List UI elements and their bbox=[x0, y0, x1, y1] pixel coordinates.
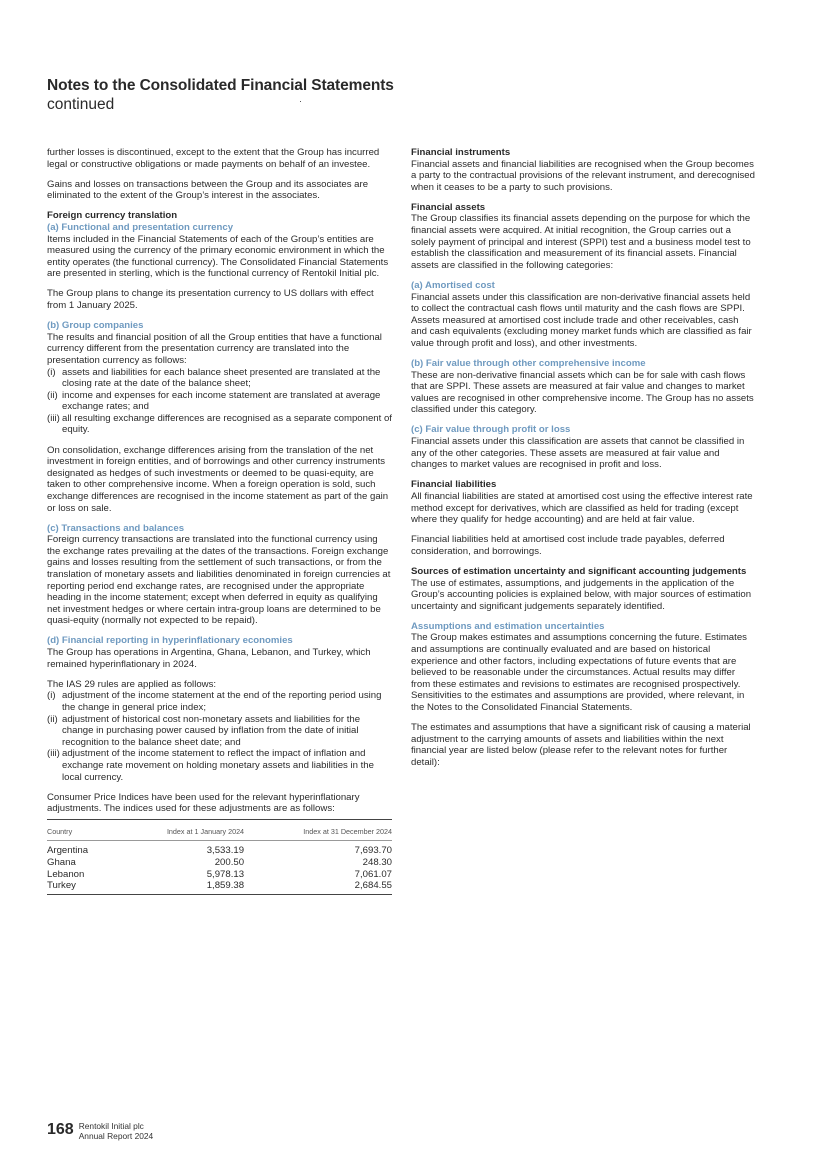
list-marker: (iii) bbox=[47, 748, 60, 760]
table-cell: 5,978.13 bbox=[206, 868, 245, 880]
list-text: adjustment of the income statement at the end of the reporting period using the change in general price index; bbox=[62, 690, 382, 713]
paragraph: The IAS 29 rules are applied as follows: bbox=[47, 678, 217, 690]
list-marker: (ii) bbox=[47, 389, 58, 401]
column-header-dec: Index at 31 December 2024 bbox=[244, 819, 392, 841]
paragraph: The Group has operations in Argentina, Ghana, Lebanon, and Turkey, which remained hyperinflationary in 2024. bbox=[47, 647, 371, 670]
subsection-heading: (c) Fair value through profit or loss bbox=[411, 424, 571, 436]
table-cell: 1,859.38 bbox=[115, 880, 244, 894]
numbered-list bbox=[47, 690, 392, 783]
list-item bbox=[47, 367, 392, 390]
table-cell: 200.50 bbox=[214, 856, 245, 868]
list-marker: (ii) bbox=[47, 713, 58, 725]
table-cell: 3,533.19 bbox=[206, 845, 245, 857]
list-marker: (iii) bbox=[47, 412, 60, 424]
subsection-heading: (c) Transactions and balances bbox=[47, 522, 185, 534]
page-title: Notes to the Consolidated Financial Statements bbox=[47, 77, 394, 94]
footer-company: Rentokil Initial plc bbox=[78, 1121, 144, 1131]
paragraph: Financial assets under this classification are non-derivative financial assets held to collect the contractual cash flows until maturity and the cash flows are SPPI. Assets measured at amortised cost include trade and other receivables, cash and cash equivalents (excluding money market funds which are classified as fair value through profit and loss), and other investments. bbox=[411, 291, 752, 349]
column-header-country: Country bbox=[47, 819, 115, 841]
paragraph: further losses is discontinued, except to the extent that the Group has incurred legal or constructive obligations or made payments on behalf of an investee. bbox=[47, 147, 380, 170]
footer-report: Annual Report 2024 bbox=[78, 1130, 154, 1141]
table-row bbox=[47, 857, 392, 869]
section-heading: Foreign currency translation bbox=[47, 210, 178, 222]
paragraph: The estimates and assumptions that have a significant risk of causing a material adjustment to the carrying amounts of assets and liabilities within the next financial year are listed below (please refer to the relevant notes for further detail): bbox=[411, 722, 751, 768]
section-heading: Financial assets bbox=[411, 201, 486, 213]
subsection-heading: (d) Financial reporting in hyperinflationary economies bbox=[47, 635, 293, 647]
table-cell: 7,061.07 bbox=[354, 868, 392, 880]
table-row bbox=[47, 841, 392, 857]
table-cell: 248.30 bbox=[362, 856, 392, 868]
page-footer bbox=[47, 1121, 153, 1141]
list-item bbox=[47, 690, 392, 713]
table-header-row bbox=[47, 819, 392, 841]
list-marker: (i) bbox=[47, 366, 56, 378]
page-number: 168 bbox=[47, 1121, 74, 1138]
section-heading: Sources of estimation uncertainty and significant accounting judgements bbox=[411, 565, 747, 577]
list-item bbox=[47, 390, 392, 413]
list-marker: (i) bbox=[47, 690, 56, 702]
table-row bbox=[47, 869, 392, 881]
paragraph: Foreign currency transactions are translated into the functional currency using the exchange rates prevailing at the dates of the transactions. Foreign exchange gains and losses resulting from the settlement of such transactions, or from the translation of monetary assets and liabilities denominated in foreign currencies at reporting period end exchange rates, are recognised under the appropriate heading in the income statement; except when deferred in equity as qualifying net investment hedges or where certain intra-group loans are determined to be quasi-equity (normally not expected to be repaid). bbox=[47, 534, 391, 627]
page-subtitle: continued bbox=[47, 96, 115, 113]
table-cell: Ghana bbox=[47, 856, 76, 868]
paragraph: Financial liabilities held at amortised cost include trade payables, deferred consideration, and borrowings. bbox=[411, 534, 725, 557]
table-cell: Argentina bbox=[47, 845, 89, 857]
paragraph: The Group makes estimates and assumptions concerning the future. Estimates and assumptions are continually evaluated and are based on historical experience and other factors, including expectations of future events that are believed to be reasonable under the circumstances. Actual results may differ from these estimates and revisions to estimates are recognised prospectively. Sensitivities to the estimates and assumptions are provided, where relevant, in the Notes to the Consolidated Financial Statements. bbox=[411, 632, 747, 713]
subsection-heading: (a) Amortised cost bbox=[411, 279, 495, 291]
subsection-heading: Assumptions and estimation uncertainties bbox=[411, 620, 605, 632]
table-cell: Lebanon bbox=[47, 868, 85, 880]
list-text: adjustment of historical cost non-monetary assets and liabilities for the change in purchasing power caused by inflation from the date of initial recognition to the balance sheet date; and bbox=[62, 713, 361, 748]
right-column bbox=[411, 147, 756, 777]
subsection-heading: (b) Group companies bbox=[47, 320, 144, 332]
paragraph: The use of estimates, assumptions, and judgements in the application of the Group’s accounting policies is explained below, with major sources of estimation uncertainty and significant judgements separately identified. bbox=[411, 577, 752, 612]
left-column bbox=[47, 147, 392, 895]
stray-dot bbox=[300, 101, 301, 102]
list-item bbox=[47, 748, 392, 783]
footer-meta bbox=[79, 1121, 154, 1141]
table-row bbox=[47, 880, 392, 894]
section-heading: Financial instruments bbox=[411, 147, 511, 158]
paragraph: Consumer Price Indices have been used for the relevant hyperinflationary adjustments. The indices used for these adjustments are as follows: bbox=[47, 791, 360, 815]
list-text: adjustment of the income statement to reflect the impact of inflation and exchange rate movement on holding monetary assets and liabilities in the local currency. bbox=[62, 748, 374, 783]
cpi-table bbox=[47, 819, 392, 895]
paragraph: All financial liabilities are stated at amortised cost using the effective interest rate method except for derivatives, which are classified as held for trading (except where they qualify for hedge accounting) and are held at fair value. bbox=[411, 490, 753, 526]
section-heading: Financial liabilities bbox=[411, 479, 497, 491]
paragraph: Financial assets under this classification are assets that cannot be classified in any of the other categories. These assets are measured at fair value and changes to market values are recognised in profit and loss. bbox=[411, 436, 745, 471]
column-header-jan: Index at 1 January 2024 bbox=[115, 819, 244, 841]
table-cell: Turkey bbox=[47, 880, 115, 894]
paragraph: The results and financial position of all the Group entities that have a functional currency different from the presentation currency are translated into the presentation currency as follows: bbox=[47, 331, 382, 366]
paragraph: These are non-derivative financial assets which can be for sale with cash flows that are SPPI. These assets are measured at fair value and changes to market values are recognised in other comprehensive income. The Group has no assets classified under this category. bbox=[411, 369, 754, 416]
paragraph: Gains and losses on transactions between the Group and its associates are eliminated to the extent of the Group’s interest in the associates. bbox=[47, 178, 369, 202]
paragraph: Items included in the Financial Statements of each of the Group’s entities are measured using the currency of the primary economic environment in which the entity operates (the functional currency). The Consolidated Financial Statements are presented in sterling, which is the functional currency of Rentokil Initial plc. bbox=[47, 233, 389, 280]
paragraph: On consolidation, exchange differences arising from the translation of the net investment in foreign entities, and of borrowings and other currency instruments designated as hedges of such investments or deemed to be quasi-equity, are taken to other comprehensive income. When a foreign operation is sold, such exchange differences are recognised in the income statement as part of the gain or loss on sale. bbox=[47, 444, 389, 514]
subsection-heading: (b) Fair value through other comprehensive income bbox=[411, 358, 646, 369]
subsection-heading: (a) Functional and presentation currency bbox=[47, 221, 234, 233]
paragraph: The Group classifies its financial assets depending on the purpose for which the financial assets were acquired. At initial recognition, the Group carries out a solely payment of principal and interest (SPPI) test and a business model test to establish the classification and measurement of its financial assets. Financial assets are classified in the following categories: bbox=[411, 213, 751, 271]
list-text: all resulting exchange differences are recognised as a separate component of equity. bbox=[62, 412, 392, 436]
list-item bbox=[47, 714, 392, 749]
list-item bbox=[47, 413, 392, 436]
paragraph: Financial assets and financial liabilities are recognised when the Group becomes a party to the contractual provisions of the relevant instrument, and derecognised when it ceases to be a party to such provisions. bbox=[411, 158, 755, 193]
numbered-list bbox=[47, 367, 392, 437]
table-cell: 7,693.70 bbox=[354, 845, 392, 857]
table-cell: 2,684.55 bbox=[244, 880, 392, 894]
page-header bbox=[47, 76, 394, 114]
list-text: assets and liabilities for each balance sheet presented are translated at the closing rate at the date of the balance sheet; bbox=[62, 366, 381, 390]
paragraph: The Group plans to change its presentation currency to US dollars with effect from 1 January 2025. bbox=[47, 288, 374, 312]
list-text: income and expenses for each income statement are translated at average exchange rates; and bbox=[62, 389, 381, 413]
